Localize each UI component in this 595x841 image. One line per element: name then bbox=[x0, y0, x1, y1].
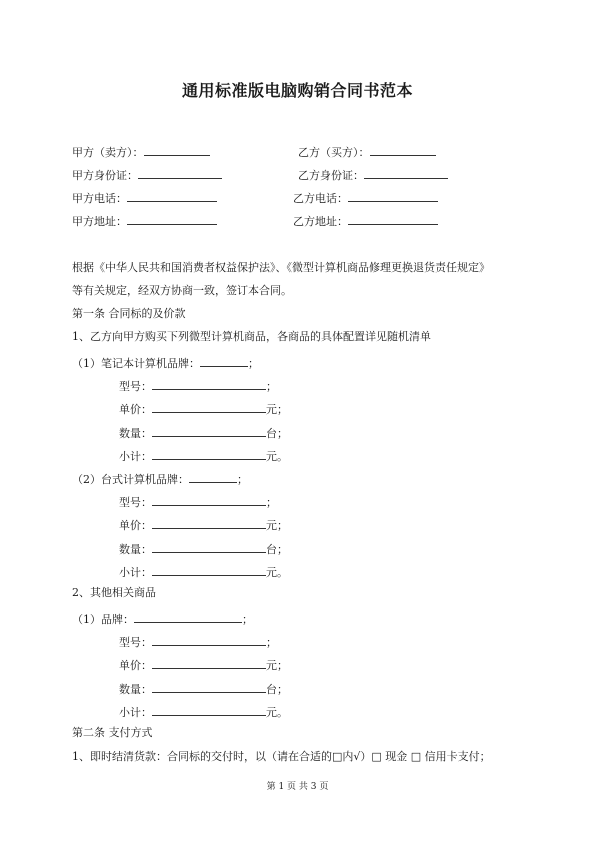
laptop-brand-blank bbox=[200, 354, 248, 367]
desktop-model-line bbox=[119, 493, 277, 510]
party-b-id-label: 乙方身份证： bbox=[298, 169, 364, 182]
desktop-brand-punct: ； bbox=[237, 473, 248, 486]
laptop-model-line bbox=[119, 377, 277, 394]
document-title: 通用标准版电脑购销合同书范本 bbox=[181, 81, 413, 100]
party-a-address-blank bbox=[127, 212, 217, 225]
other-qty-line bbox=[119, 680, 288, 697]
desktop-price-blank bbox=[152, 516, 266, 529]
desktop-qty-unit: 台； bbox=[266, 543, 288, 556]
laptop-model-punct: ； bbox=[266, 380, 277, 393]
laptop-brand-line bbox=[72, 354, 259, 371]
laptop-subtotal-unit: 元。 bbox=[266, 450, 288, 463]
party-b-buyer-label: 乙方（买方）： bbox=[298, 146, 370, 159]
laptop-brand-label: （1）笔记本计算机品牌： bbox=[72, 357, 200, 370]
intro-paragraph-line-2: 等有关规定，经双方协商一致，签订本合同。 bbox=[72, 284, 292, 297]
party-b-buyer-line bbox=[298, 143, 436, 160]
laptop-model-label: 型号： bbox=[119, 380, 152, 393]
desktop-subtotal-blank bbox=[152, 563, 266, 576]
other-subtotal-blank bbox=[152, 703, 266, 716]
laptop-price-label: 单价： bbox=[119, 403, 152, 416]
desktop-brand-line bbox=[72, 470, 248, 487]
item-2-text: 2、其他相关商品 bbox=[72, 586, 156, 599]
party-a-phone-blank bbox=[127, 189, 217, 202]
laptop-model-blank bbox=[152, 377, 266, 390]
page-footer: 第 1 页 共 3 页 bbox=[266, 782, 329, 792]
other-model-line bbox=[119, 633, 277, 650]
party-b-id-line bbox=[298, 166, 448, 183]
other-subtotal-unit: 元。 bbox=[266, 706, 288, 719]
desktop-qty-blank bbox=[152, 540, 266, 553]
other-model-blank bbox=[152, 633, 266, 646]
desktop-price-line bbox=[119, 516, 288, 533]
desktop-subtotal-label: 小计： bbox=[119, 566, 152, 579]
laptop-price-unit: 元； bbox=[266, 403, 288, 416]
other-qty-label: 数量： bbox=[119, 683, 152, 696]
other-model-punct: ； bbox=[266, 636, 277, 649]
article-1-heading: 第一条 合同标的及价款 bbox=[72, 307, 186, 320]
desktop-qty-label: 数量： bbox=[119, 543, 152, 556]
desktop-subtotal-line bbox=[119, 563, 288, 580]
party-a-phone-line bbox=[72, 189, 217, 206]
laptop-subtotal-line bbox=[119, 447, 288, 464]
party-a-id-line bbox=[72, 166, 222, 183]
other-price-line bbox=[119, 656, 288, 673]
desktop-brand-blank bbox=[189, 470, 237, 483]
payment-item-1: 1、即时结清货款：合同标的交付时，以（请在合适的□内√）□ 现金 □ 信用卡支付； bbox=[72, 750, 491, 763]
intro-paragraph-line-1: 根据《中华人民共和国消费者权益保护法》、《微型计算机商品修理更换退货责任规定》 bbox=[72, 261, 490, 274]
other-brand-punct: ； bbox=[242, 613, 253, 626]
desktop-brand-label: （2）台式计算机品牌： bbox=[72, 473, 189, 486]
laptop-price-line bbox=[119, 400, 288, 417]
other-price-blank bbox=[152, 656, 266, 669]
laptop-subtotal-label: 小计： bbox=[119, 450, 152, 463]
other-price-label: 单价： bbox=[119, 659, 152, 672]
party-b-address-blank bbox=[348, 212, 438, 225]
party-a-seller-label: 甲方（卖方）： bbox=[72, 146, 144, 159]
desktop-subtotal-unit: 元。 bbox=[266, 566, 288, 579]
other-price-unit: 元； bbox=[266, 659, 288, 672]
other-brand-label: （1）品牌： bbox=[72, 613, 134, 626]
laptop-brand-punct: ； bbox=[248, 357, 259, 370]
article-2-heading: 第二条 支付方式 bbox=[72, 726, 153, 739]
party-b-phone-label: 乙方电话： bbox=[293, 192, 348, 205]
party-a-id-label: 甲方身份证： bbox=[72, 169, 138, 182]
desktop-price-unit: 元； bbox=[266, 519, 288, 532]
other-qty-blank bbox=[152, 680, 266, 693]
desktop-model-label: 型号： bbox=[119, 496, 152, 509]
laptop-qty-unit: 台； bbox=[266, 427, 288, 440]
party-a-id-blank bbox=[138, 166, 222, 179]
party-a-seller-line bbox=[72, 143, 210, 160]
other-subtotal-label: 小计： bbox=[119, 706, 152, 719]
party-b-id-blank bbox=[364, 166, 448, 179]
desktop-price-label: 单价： bbox=[119, 519, 152, 532]
desktop-model-punct: ； bbox=[266, 496, 277, 509]
item-1-text: 1、乙方向甲方购买下列微型计算机商品，各商品的具体配置详见随机清单 bbox=[72, 330, 431, 343]
other-brand-line bbox=[72, 610, 253, 627]
party-b-phone-line bbox=[293, 189, 438, 206]
other-model-label: 型号： bbox=[119, 636, 152, 649]
party-a-address-label: 甲方地址： bbox=[72, 215, 127, 228]
party-b-address-line bbox=[293, 212, 438, 229]
party-b-phone-blank bbox=[348, 189, 438, 202]
laptop-qty-label: 数量： bbox=[119, 427, 152, 440]
laptop-subtotal-blank bbox=[152, 447, 266, 460]
party-b-address-label: 乙方地址： bbox=[293, 215, 348, 228]
laptop-qty-line bbox=[119, 424, 288, 441]
desktop-model-blank bbox=[152, 493, 266, 506]
other-qty-unit: 台； bbox=[266, 683, 288, 696]
party-b-buyer-blank bbox=[370, 143, 436, 156]
other-subtotal-line bbox=[119, 703, 288, 720]
laptop-price-blank bbox=[152, 400, 266, 413]
laptop-qty-blank bbox=[152, 424, 266, 437]
party-a-seller-blank bbox=[144, 143, 210, 156]
party-a-address-line bbox=[72, 212, 217, 229]
other-brand-blank bbox=[134, 610, 242, 623]
desktop-qty-line bbox=[119, 540, 288, 557]
party-a-phone-label: 甲方电话： bbox=[72, 192, 127, 205]
